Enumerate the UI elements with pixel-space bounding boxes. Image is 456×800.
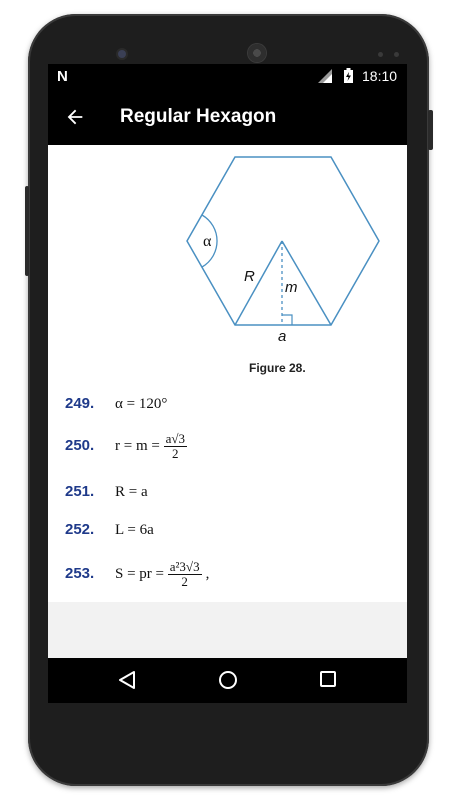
formula-number: 252. <box>65 521 95 538</box>
app-bar <box>48 88 407 145</box>
front-camera <box>118 50 126 58</box>
figure-caption: Figure 28. <box>249 361 306 375</box>
hexagon-outline <box>187 157 379 325</box>
right-angle-mark <box>282 315 292 325</box>
formula-lhs: r = m = <box>115 438 164 455</box>
formula-252 <box>65 521 154 539</box>
notification-icon: N <box>57 68 68 85</box>
formula-expression: α = 120° <box>115 396 168 412</box>
earpiece-speaker <box>248 44 266 62</box>
label-alpha: α <box>203 233 212 250</box>
label-m: m <box>285 279 298 296</box>
label-R: R <box>244 268 255 285</box>
label-a: a <box>278 328 287 345</box>
hexagon-figure <box>48 145 407 355</box>
formula-250 <box>65 432 187 461</box>
formula-number: 249. <box>65 395 95 412</box>
formula-number: 253. <box>65 565 95 583</box>
formula-number: 251. <box>65 483 95 500</box>
fraction-denominator: 2 <box>172 446 179 461</box>
circle-home-icon[interactable] <box>218 670 238 690</box>
power-button <box>428 110 433 150</box>
formula-253 <box>65 560 209 589</box>
side-button-left <box>25 186 29 276</box>
navigation-bar <box>48 658 407 703</box>
triangle-back-icon[interactable] <box>118 670 136 690</box>
arrow-left-icon[interactable] <box>64 106 86 128</box>
formula-number: 250. <box>65 437 95 455</box>
formula-tail: , <box>205 566 210 583</box>
screen <box>48 64 407 703</box>
light-sensor <box>394 52 399 57</box>
fraction-numerator: a²3√3 <box>169 559 200 574</box>
square-recents-icon[interactable] <box>319 670 337 688</box>
fraction <box>164 432 187 461</box>
signal-icon <box>318 69 332 83</box>
formula-251 <box>65 483 148 501</box>
formula-249 <box>65 395 167 413</box>
fraction <box>168 560 202 589</box>
battery-icon <box>344 68 353 83</box>
status-time: 18:10 <box>362 68 398 84</box>
status-bar <box>48 64 407 88</box>
page-title: Regular Hexagon <box>120 106 277 127</box>
formula-expression: R = a <box>115 484 148 500</box>
formula-lhs: S = pr = <box>115 566 168 583</box>
content-area <box>48 145 407 602</box>
content-bottom-area <box>48 602 407 658</box>
fraction-denominator: 2 <box>181 574 188 589</box>
formula-expression: L = 6a <box>115 522 154 538</box>
triangle-left-side <box>235 241 282 325</box>
proximity-sensor <box>378 52 383 57</box>
fraction-numerator: a√3 <box>165 431 185 446</box>
